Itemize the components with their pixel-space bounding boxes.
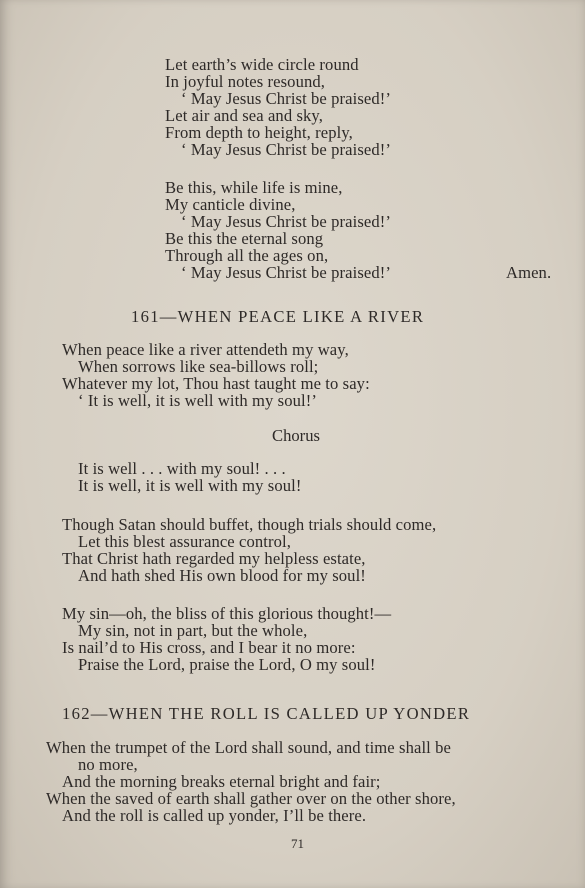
verse-line: Let earth’s wide circle round — [165, 55, 359, 74]
verse-line: When sorrows like sea-billows roll; — [78, 357, 319, 376]
verse-line: When the trumpet of the Lord shall sound, and time shall be — [46, 738, 451, 757]
chorus-label: Chorus — [272, 426, 320, 445]
verse-line: ‘ May Jesus Christ be praised!’ — [181, 89, 392, 108]
hymn-161-title: 161—WHEN PEACE LIKE A RIVER — [131, 307, 425, 326]
chorus-line: It is well . . . with my soul! . . . — [78, 459, 286, 478]
verse-line: My canticle divine, — [165, 195, 296, 214]
verse-line: Be this the eternal song — [165, 229, 324, 248]
verse-line: Though Satan should buffet, though trials should come, — [62, 515, 437, 534]
verse-line: Is nail’d to His cross, and I bear it no more: — [62, 638, 356, 657]
amen-label: Amen. — [506, 263, 552, 282]
chorus-line: It is well, it is well with my soul! — [78, 476, 302, 495]
hymn-162-title: 162—WHEN THE ROLL IS CALLED UP YONDER — [62, 704, 471, 723]
verse-line: And hath shed His own blood for my soul! — [78, 566, 366, 585]
verse-line: My sin—oh, the bliss of this glorious thought!— — [62, 604, 392, 623]
verse-line: My sin, not in part, but the whole, — [78, 621, 308, 640]
verse-line: ‘ It is well, it is well with my soul!’ — [78, 391, 317, 410]
verse-line: Let air and sea and sky, — [165, 106, 323, 125]
verse-line: ‘ May Jesus Christ be praised!’ — [181, 140, 392, 159]
verse-line: Be this, while life is mine, — [165, 178, 343, 197]
verse-line: ‘ May Jesus Christ be praised!’ — [181, 263, 392, 282]
verse-line: Through all the ages on, — [165, 246, 329, 265]
verse-line: And the morning breaks eternal bright and fair; — [62, 772, 381, 791]
verse-line: no more, — [78, 755, 138, 774]
verse-line: Whatever my lot, Thou hast taught me to say: — [62, 374, 370, 393]
verse-line: And the roll is called up yonder, I’ll be there. — [62, 806, 367, 825]
verse-line: That Christ hath regarded my helpless estate, — [62, 549, 366, 568]
verse-line: Let this blest assurance control, — [78, 532, 291, 551]
verse-line: When the saved of earth shall gather over on the other shore, — [46, 789, 456, 808]
verse-line: From depth to height, reply, — [165, 123, 353, 142]
verse-line: ‘ May Jesus Christ be praised!’ — [181, 212, 392, 231]
verse-line: Praise the Lord, praise the Lord, O my soul! — [78, 655, 376, 674]
verse-line: When peace like a river attendeth my way, — [62, 340, 349, 359]
page-number: 71 — [291, 836, 304, 851]
verse-line: In joyful notes resound, — [165, 72, 326, 91]
